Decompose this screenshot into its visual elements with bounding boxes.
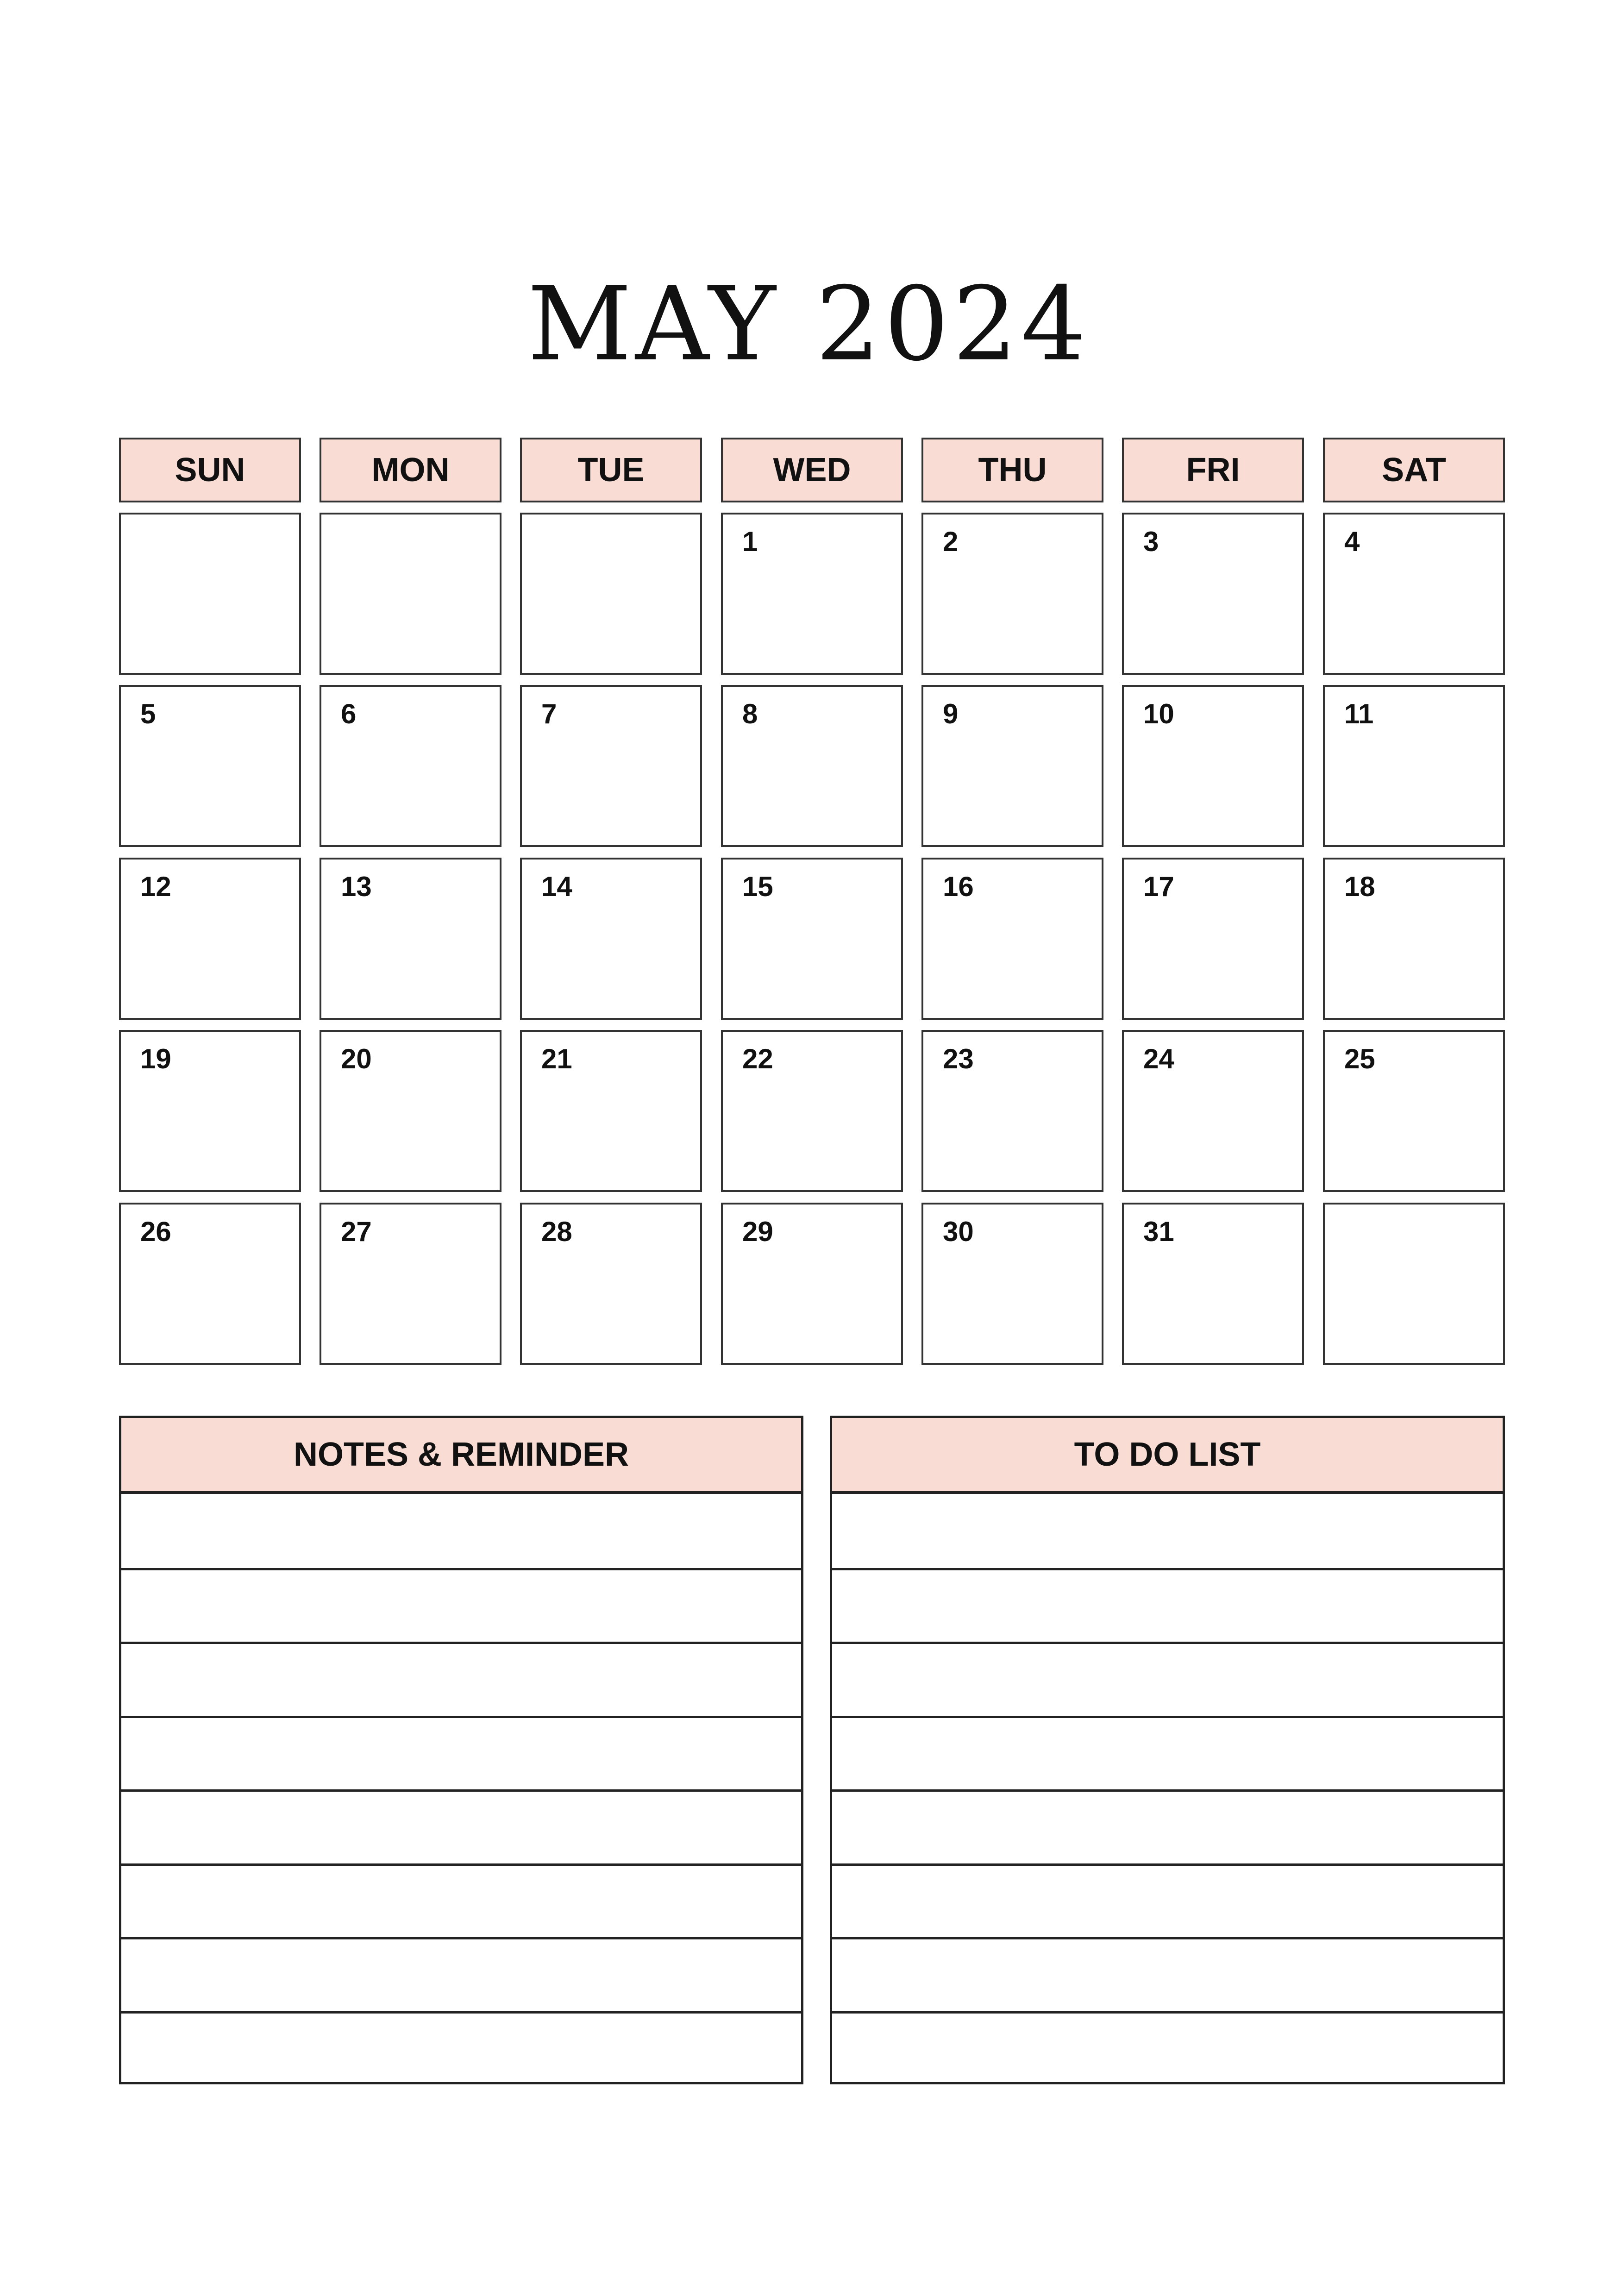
day-number: 19 [140,1043,171,1074]
weekday-tue: TUE [520,438,702,502]
day-cell-20[interactable] [320,1030,501,1192]
todo-line[interactable] [832,1937,1503,1939]
todo-line[interactable] [832,1568,1503,1570]
day-number: 8 [742,698,758,729]
day-cell-17[interactable] [1122,858,1304,1020]
day-number: 12 [140,871,171,902]
day-number: 23 [943,1043,974,1074]
day-number: 17 [1143,871,1174,902]
day-cell-28[interactable] [520,1203,702,1365]
day-cell-31[interactable] [1122,1203,1304,1365]
weekday-thu: THU [921,438,1103,502]
notes-line[interactable] [121,1642,801,1644]
day-number: 11 [1344,698,1374,729]
day-cell-10[interactable] [1122,685,1304,847]
notes-panel [119,1416,803,2084]
day-cell-2[interactable] [921,513,1103,675]
day-number: 25 [1344,1043,1375,1074]
todo-header: TO DO LIST [832,1418,1503,1494]
day-cell-23[interactable] [921,1030,1103,1192]
day-cell-5[interactable] [119,685,301,847]
empty-day-cell[interactable] [119,513,301,675]
day-number: 28 [541,1216,572,1247]
day-number: 14 [541,871,572,902]
day-number: 26 [140,1216,171,1247]
month-title: MAY 2024 [527,265,1090,383]
day-number: 18 [1344,871,1375,902]
weekday-sat: SAT [1323,438,1505,502]
notes-line[interactable] [121,1568,801,1570]
weekday-fri: FRI [1122,438,1304,502]
day-cell-14[interactable] [520,858,702,1020]
weekday-sun: SUN [119,438,301,502]
weekday-header-row [119,438,1505,502]
day-number: 2 [943,526,959,557]
day-number: 22 [742,1043,773,1074]
notes-header: NOTES & REMINDER [121,1418,801,1494]
day-number: 27 [341,1216,372,1247]
day-number: 6 [341,698,357,729]
empty-day-cell[interactable] [520,513,702,675]
weekday-wed: WED [721,438,903,502]
weekday-mon: MON [320,438,501,502]
day-cell-1[interactable] [721,513,903,675]
day-cell-27[interactable] [320,1203,501,1365]
empty-day-cell[interactable] [1323,1203,1505,1365]
day-number: 16 [943,871,974,902]
day-cell-26[interactable] [119,1203,301,1365]
day-number: 7 [541,698,557,729]
day-number: 15 [742,871,773,902]
day-number: 3 [1143,526,1159,557]
day-number: 20 [341,1043,372,1074]
day-cell-24[interactable] [1122,1030,1304,1192]
todo-line[interactable] [832,1642,1503,1644]
notes-line[interactable] [121,2011,801,2014]
day-cell-9[interactable] [921,685,1103,847]
day-cell-4[interactable] [1323,513,1505,675]
day-number: 9 [943,698,959,729]
day-cell-25[interactable] [1323,1030,1505,1192]
day-cell-19[interactable] [119,1030,301,1192]
day-number: 1 [742,526,758,557]
day-number: 4 [1344,526,1360,557]
day-cell-29[interactable] [721,1203,903,1365]
day-cell-8[interactable] [721,685,903,847]
day-cell-18[interactable] [1323,858,1505,1020]
day-cell-16[interactable] [921,858,1103,1020]
notes-line[interactable] [121,1863,801,1866]
day-cell-3[interactable] [1122,513,1304,675]
day-cell-12[interactable] [119,858,301,1020]
day-number: 21 [541,1043,572,1074]
day-cell-6[interactable] [320,685,501,847]
todo-line[interactable] [832,1863,1503,1866]
notes-line[interactable] [121,1716,801,1718]
day-number: 13 [341,871,372,902]
day-number: 31 [1143,1216,1174,1247]
todo-line[interactable] [832,1789,1503,1792]
day-number: 30 [943,1216,974,1247]
day-cell-30[interactable] [921,1203,1103,1365]
todo-panel [830,1416,1505,2084]
calendar-grid [119,513,1505,1365]
day-cell-7[interactable] [520,685,702,847]
notes-line[interactable] [121,1937,801,1939]
day-number: 29 [742,1216,773,1247]
empty-day-cell[interactable] [320,513,501,675]
day-cell-21[interactable] [520,1030,702,1192]
todo-line[interactable] [832,2011,1503,2014]
day-number: 24 [1143,1043,1174,1074]
day-number: 10 [1143,698,1174,729]
todo-line[interactable] [832,1716,1503,1718]
notes-line[interactable] [121,1789,801,1792]
day-number: 5 [140,698,156,729]
day-cell-13[interactable] [320,858,501,1020]
day-cell-11[interactable] [1323,685,1505,847]
day-cell-15[interactable] [721,858,903,1020]
day-cell-22[interactable] [721,1030,903,1192]
